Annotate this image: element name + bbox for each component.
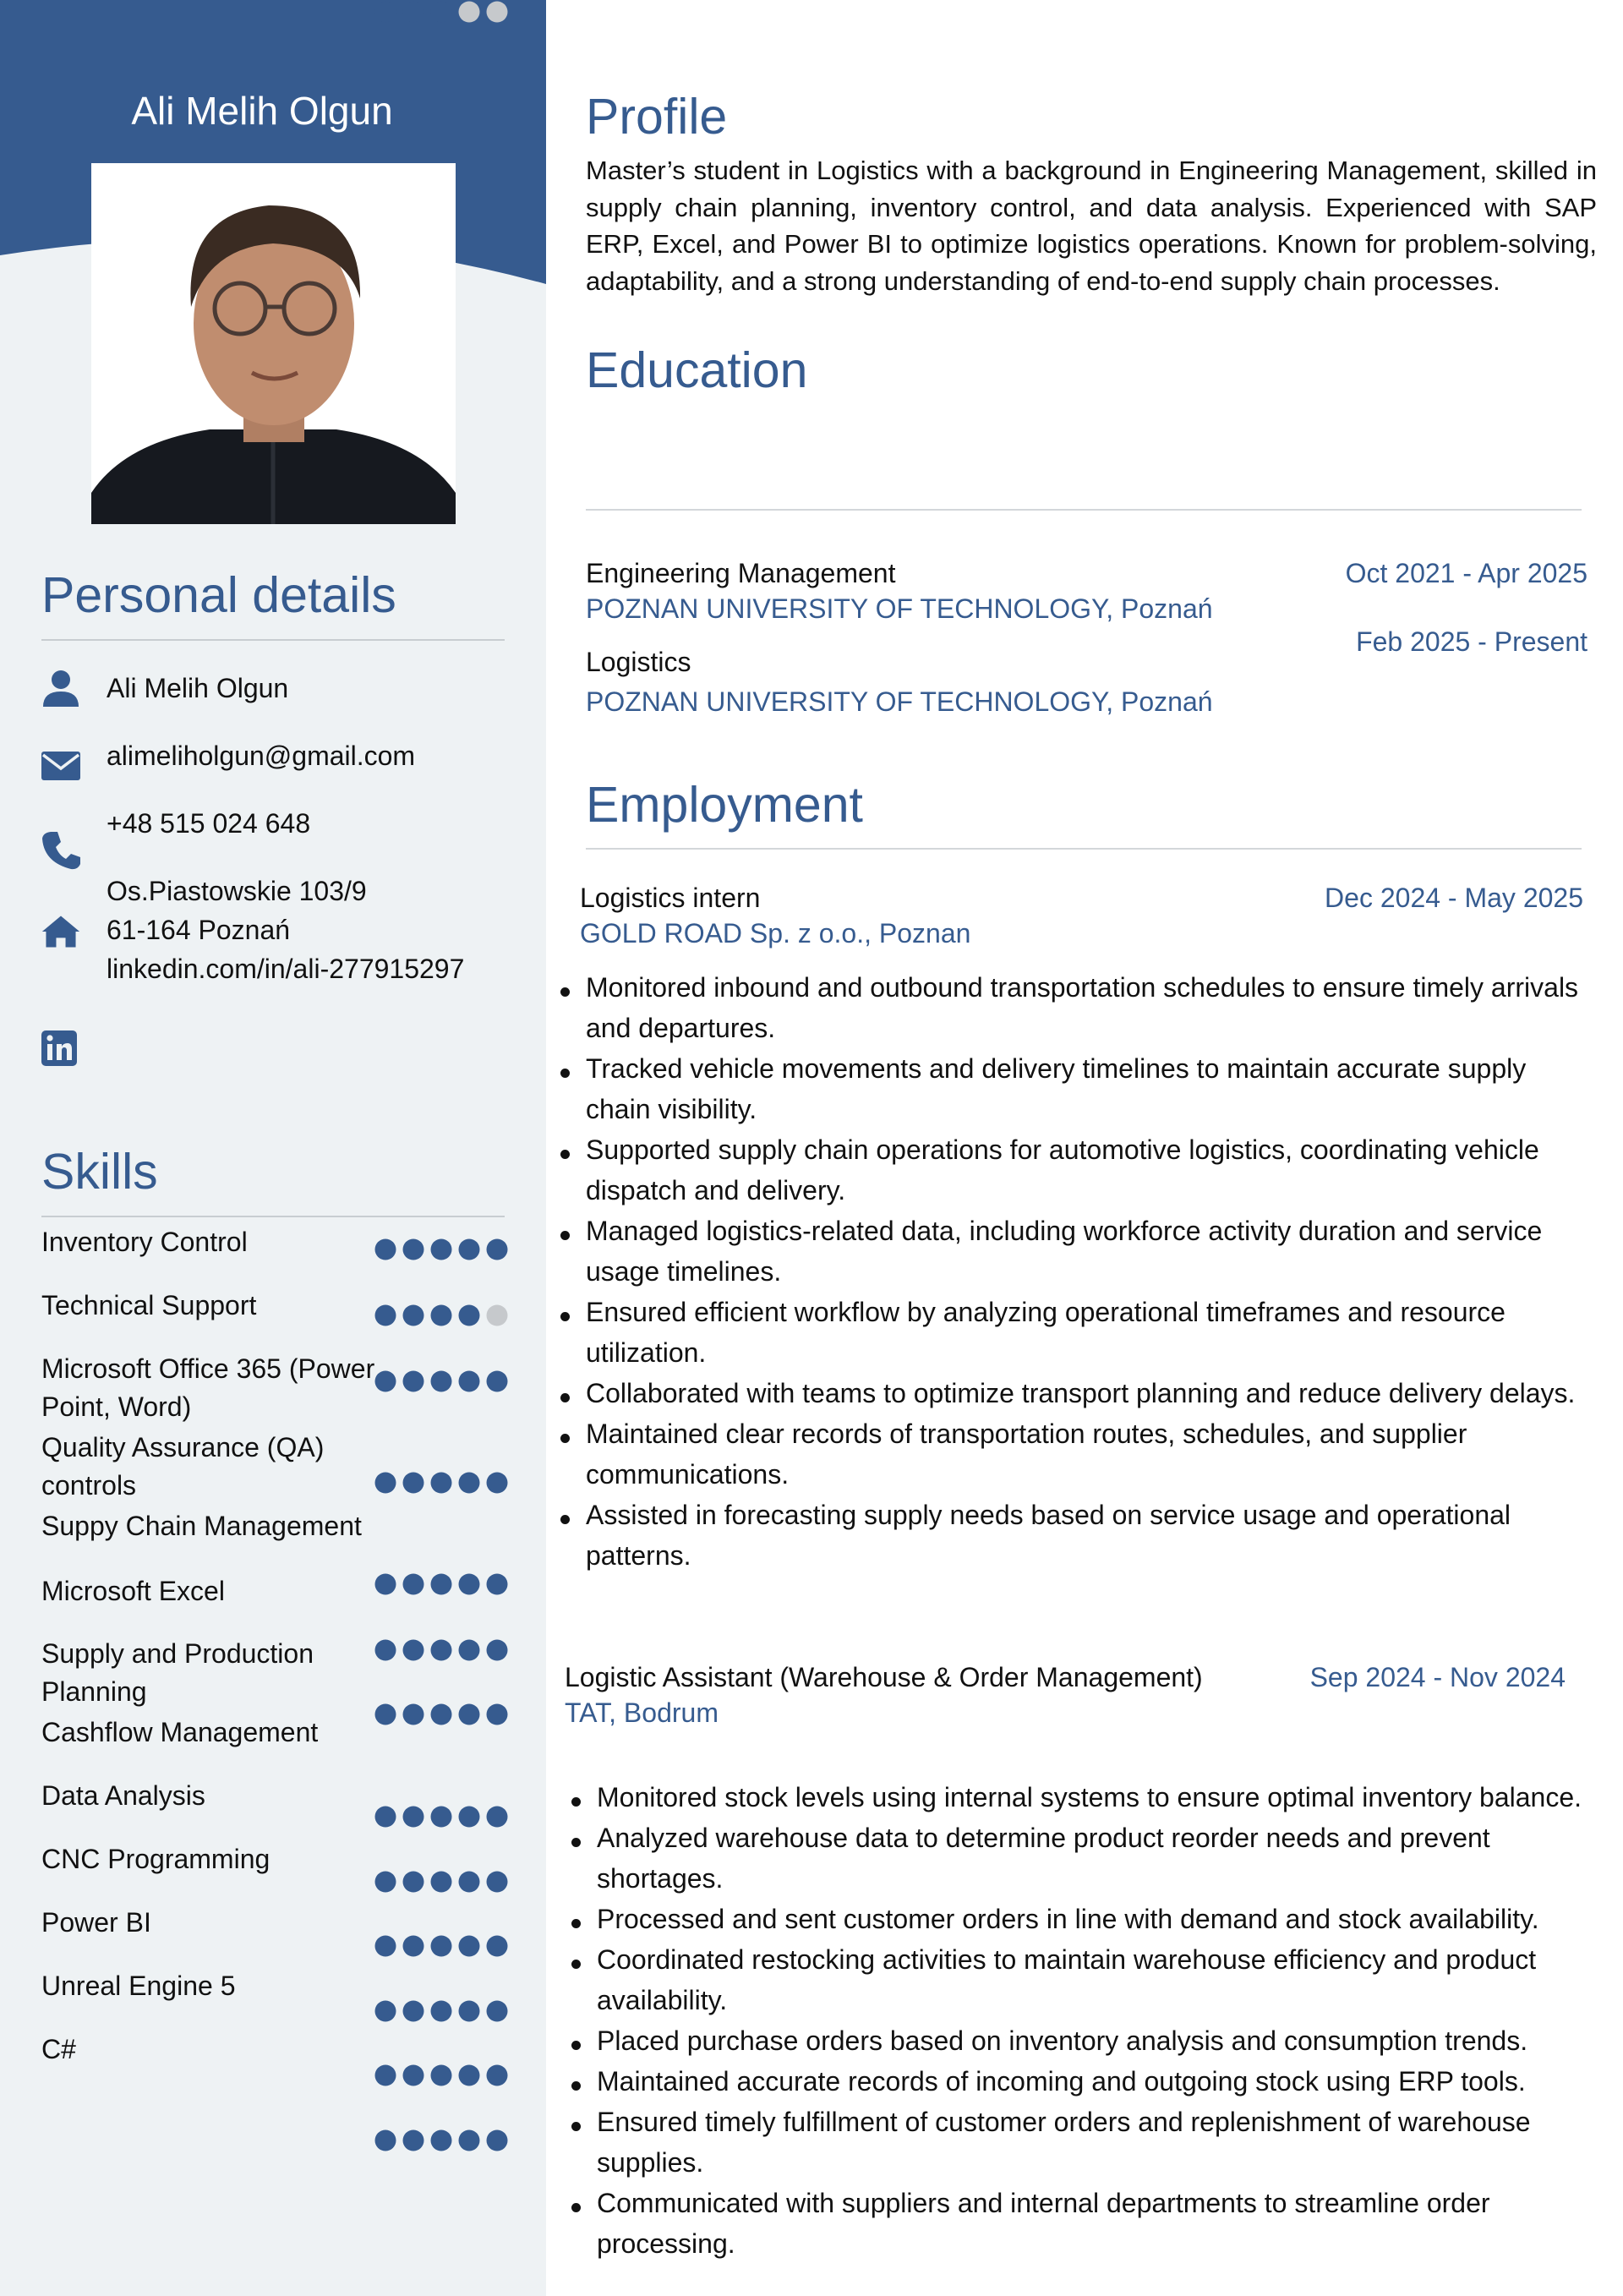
rating-dot-filled xyxy=(459,1239,480,1260)
rating-dot-filled xyxy=(403,2001,424,2022)
rating-dot-filled xyxy=(403,1872,424,1893)
rating-dot-filled xyxy=(375,1807,396,1828)
rating-dot-filled xyxy=(375,2130,396,2151)
rating-dot-empty xyxy=(487,2,508,23)
skill-name: Supply and Production Planning xyxy=(41,1638,314,1707)
rating-dot-filled xyxy=(375,2065,396,2086)
job-bullet: Ensured timely fulfillment of customer orders and replenishment of warehouse supplies. xyxy=(597,2102,1603,2183)
personal-linkedin[interactable]: linkedin.com/in/ali-277915297 xyxy=(107,954,465,984)
job-bullet: Processed and sent customer orders in line with demand and stock availability. xyxy=(597,1899,1603,1939)
education-dates: Feb 2025 - Present xyxy=(1356,626,1587,657)
skill-name: Microsoft Excel xyxy=(41,1576,225,1606)
profile-summary: Master’s student in Logistics with a background in Engineering Management, skilled in supply chain planning, inventory control, and data analysis. Experienced with SAP ERP, Excel, and Power BI to optimize logistics operations. Known for problem-solving, adaptability, and a strong understanding of end-to-end supply chain processes. xyxy=(586,156,1597,296)
rating-dot-filled xyxy=(487,1239,508,1260)
rating-dot-filled xyxy=(431,2,452,23)
rating-dot-filled xyxy=(375,1872,396,1893)
job-bullet: Communicated with suppliers and internal departments to streamline order processing. xyxy=(597,2183,1603,2264)
education-heading: Education xyxy=(586,342,808,398)
rating-dot-filled xyxy=(459,2065,480,2086)
rating-dot-filled xyxy=(487,1704,508,1725)
education-degree: Engineering Management xyxy=(586,558,896,588)
phone-icon xyxy=(41,830,81,871)
skill-name: C# xyxy=(41,2034,76,2064)
rating-dot-filled xyxy=(403,1936,424,1957)
job-company: TAT, Bodrum xyxy=(565,1697,719,1728)
skill-rating-dots xyxy=(374,1934,510,1958)
rating-dot-filled xyxy=(487,1473,508,1494)
rating-dot-filled xyxy=(431,1239,452,1260)
skill-name: Power BI xyxy=(41,1907,151,1938)
rating-dot-filled xyxy=(459,1371,480,1392)
job-bullet: Ensured efficient workflow by analyzing operational timeframes and resource utilization. xyxy=(586,1292,1583,1373)
rating-dot-filled xyxy=(403,1574,424,1595)
rating-dot-filled xyxy=(431,1305,452,1326)
education-school: POZNAN UNIVERSITY OF TECHNOLOGY, Poznań xyxy=(586,686,1213,717)
education-divider xyxy=(586,509,1582,511)
skill-rating-dots xyxy=(374,1870,510,1894)
mail-icon xyxy=(41,749,81,783)
rating-dot-filled xyxy=(487,1574,508,1595)
resume-name-heading: Ali Melih Olgun xyxy=(131,89,393,133)
job-dates: Sep 2024 - Nov 2024 xyxy=(1309,1662,1566,1692)
rating-dot-filled xyxy=(375,1371,396,1392)
job-bullet: Monitored stock levels using internal systems to ensure optimal inventory balance. xyxy=(597,1777,1603,1818)
rating-dot-filled xyxy=(487,1371,508,1392)
education-dates: Oct 2021 - Apr 2025 xyxy=(1345,558,1587,588)
job-responsibilities xyxy=(586,967,1583,1576)
skill-rating-dots xyxy=(374,1999,510,2023)
rating-dot-filled xyxy=(487,2130,508,2151)
skill-rating-dots xyxy=(374,2064,510,2087)
sidebar xyxy=(0,0,546,2296)
personal-address-line1: Os.Piastowskie 103/9 xyxy=(107,876,367,906)
skill-rating-dots xyxy=(374,1638,510,1662)
rating-dot-filled xyxy=(431,2130,452,2151)
rating-dot-filled xyxy=(375,1574,396,1595)
rating-dot-filled xyxy=(431,2065,452,2086)
rating-dot-filled xyxy=(487,2065,508,2086)
skill-name: Inventory Control xyxy=(41,1227,248,1257)
job-bullet: Maintained accurate records of incoming and outgoing stock using ERP tools. xyxy=(597,2061,1603,2102)
rating-dot-filled xyxy=(403,2065,424,2086)
job-bullet: Maintained clear records of transportation routes, schedules, and supplier communications. xyxy=(586,1413,1583,1495)
linkedin-icon[interactable] xyxy=(41,1030,78,1067)
rating-dot-filled xyxy=(431,1371,452,1392)
profile-photo xyxy=(91,163,456,524)
skill-name: Microsoft Office 365 (Power Point, Word) xyxy=(41,1353,375,1422)
rating-dot-filled xyxy=(487,2001,508,2022)
personal-name: Ali Melih Olgun xyxy=(107,673,289,703)
personal-address-line2: 61-164 Poznań xyxy=(107,915,291,945)
job-responsibilities xyxy=(597,1777,1603,2264)
rating-dot-filled xyxy=(403,1305,424,1326)
skill-rating-dots xyxy=(374,1471,510,1495)
person-icon xyxy=(41,668,81,708)
rating-dot-filled xyxy=(459,2130,480,2151)
skill-name: Cashflow Management xyxy=(41,1717,319,1747)
skill-name: CNC Programming xyxy=(41,1844,270,1874)
skill-name: Suppy Chain Management xyxy=(41,1511,362,1541)
rating-dot-empty xyxy=(487,1305,508,1326)
skill-rating-dots xyxy=(374,1805,510,1829)
job-dates: Dec 2024 - May 2025 xyxy=(1325,883,1583,913)
job-bullet: Tracked vehicle movements and delivery timelines to maintain accurate supply chain visibility. xyxy=(586,1048,1583,1129)
rating-dot-filled xyxy=(459,1872,480,1893)
rating-dot-filled xyxy=(459,1473,480,1494)
job-bullet: Supported supply chain operations for automotive logistics, coordinating vehicle dispatch and delivery. xyxy=(586,1129,1583,1211)
personal-divider xyxy=(41,639,505,641)
personal-email[interactable]: alimeliholgun@gmail.com xyxy=(107,741,416,771)
skill-rating-dots xyxy=(374,1572,510,1596)
rating-dot-filled xyxy=(403,1640,424,1661)
rating-dot-empty xyxy=(459,2,480,23)
job-bullet: Coordinated restocking activities to maintain warehouse efficiency and product availability. xyxy=(597,1939,1603,2020)
employment-divider xyxy=(586,848,1582,850)
rating-dot-filled xyxy=(431,1574,452,1595)
rating-dot-filled xyxy=(375,2001,396,2022)
skill-name: Technical Support xyxy=(41,1290,257,1320)
rating-dot-filled xyxy=(431,1473,452,1494)
skill-name: Data Analysis xyxy=(41,1780,205,1811)
rating-dot-filled xyxy=(403,2,424,23)
skills-divider xyxy=(41,1216,505,1217)
rating-dot-filled xyxy=(375,1936,396,1957)
rating-dot-filled xyxy=(487,1872,508,1893)
rating-dot-filled xyxy=(375,1704,396,1725)
job-bullet: Assisted in forecasting supply needs based on service usage and operational patterns. xyxy=(586,1495,1583,1576)
skill-rating-dots xyxy=(374,1304,510,1327)
skill-rating-dots xyxy=(374,1238,510,1261)
rating-dot-filled xyxy=(431,1807,452,1828)
skill-rating-dots xyxy=(374,1369,510,1393)
skill-name: Unreal Engine 5 xyxy=(41,1971,236,2001)
rating-dot-filled xyxy=(431,1704,452,1725)
skills-heading: Skills xyxy=(41,1144,158,1200)
skill-rating-dots xyxy=(374,0,510,24)
rating-dot-filled xyxy=(459,1807,480,1828)
rating-dot-filled xyxy=(403,1704,424,1725)
rating-dot-filled xyxy=(459,2001,480,2022)
job-bullet: Monitored inbound and outbound transportation schedules to ensure timely arrivals and departures. xyxy=(586,967,1583,1048)
rating-dot-filled xyxy=(403,1371,424,1392)
rating-dot-filled xyxy=(403,1239,424,1260)
rating-dot-filled xyxy=(375,1305,396,1326)
rating-dot-filled xyxy=(403,2130,424,2151)
rating-dot-filled xyxy=(375,1473,396,1494)
home-icon xyxy=(41,913,81,950)
rating-dot-filled xyxy=(431,2001,452,2022)
job-bullet: Placed purchase orders based on inventory analysis and consumption trends. xyxy=(597,2020,1603,2061)
rating-dot-filled xyxy=(459,1574,480,1595)
skill-rating-dots xyxy=(374,2129,510,2152)
job-bullet: Managed logistics-related data, including workforce activity duration and service usage timelines. xyxy=(586,1211,1583,1292)
rating-dot-filled xyxy=(375,2,396,23)
rating-dot-filled xyxy=(403,1473,424,1494)
personal-phone[interactable]: +48 515 024 648 xyxy=(107,808,311,839)
rating-dot-filled xyxy=(431,1872,452,1893)
personal-details-heading: Personal details xyxy=(41,567,396,623)
job-bullet: Analyzed warehouse data to determine product reorder needs and prevent shortages. xyxy=(597,1818,1603,1899)
job-title: Logistics intern xyxy=(580,883,761,913)
rating-dot-filled xyxy=(459,1640,480,1661)
rating-dot-filled xyxy=(431,1640,452,1661)
rating-dot-filled xyxy=(487,1640,508,1661)
job-company: GOLD ROAD Sp. z o.o., Poznan xyxy=(580,918,971,948)
skill-name: Quality Assurance (QA) controls xyxy=(41,1432,325,1501)
job-bullet: Collaborated with teams to optimize transport planning and reduce delivery delays. xyxy=(586,1373,1583,1413)
rating-dot-filled xyxy=(487,1936,508,1957)
rating-dot-filled xyxy=(459,1305,480,1326)
rating-dot-filled xyxy=(375,1239,396,1260)
rating-dot-filled xyxy=(487,1807,508,1828)
education-school: POZNAN UNIVERSITY OF TECHNOLOGY, Poznań xyxy=(586,593,1213,624)
rating-dot-filled xyxy=(431,1936,452,1957)
job-title: Logistic Assistant (Warehouse & Order Management) xyxy=(565,1662,1203,1692)
employment-heading: Employment xyxy=(586,777,863,833)
skill-rating-dots xyxy=(374,1703,510,1726)
profile-heading: Profile xyxy=(586,89,728,145)
rating-dot-filled xyxy=(375,1640,396,1661)
rating-dot-filled xyxy=(403,1807,424,1828)
rating-dot-filled xyxy=(459,1704,480,1725)
education-degree: Logistics xyxy=(586,647,691,677)
rating-dot-filled xyxy=(459,1936,480,1957)
